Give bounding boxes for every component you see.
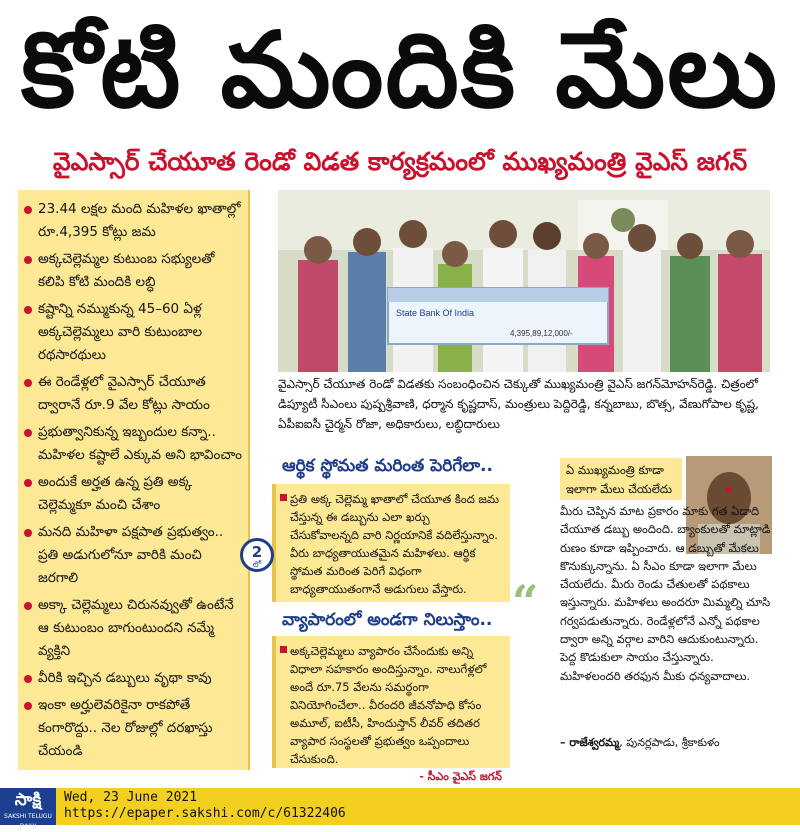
highlight-item: ప్రభుత్వానికున్న ఇబ్బందుల కన్నా.. మహిళల కష్టాలే ఎక్కువ అని భావించాం [24,421,242,467]
cheque-bank: State Bank Of India [396,308,475,318]
testimonial-body: మీరు చెప్పిన మాట ప్రకారం మాకు గత ఏడాది చేయూత డబ్బు అందింది. బ్యాంకులతో మాట్లాడి రుణం కూడా ఇప్పించారు. ఆ డబ్బుతో మేకలు కొనుక్కున్నాను. ఏ సీఎం కూడా ఇలాగా మేలు చేయలేదు. మీరు రెండు చేతులతో పథకాలు ఇస్తున్నారు. మహిళలు అందరూ మిమ్మల్ని చూసి గర్వపడుతున్నారు. రెండేళ్లలోనే ఎన్నో పథకాల ద్వారా అన్ని వర్గాల వారిని ఆదుకుంటున్నారు. పెద్ద కొడుకులా సాయం చేస్తున్నారు. మహిళలందరి తరఫున మీకు ధన్యవాదాలు. [560,504,771,683]
edition-date: Wed, 23 June 2021 [64,790,198,805]
highlight-item: అందుకే అర్హత ఉన్న ప్రతి అక్క చెల్లెమ్మకూ మంచి చేశాం [24,471,242,517]
bullet-icon [24,479,32,487]
section2-signature: - సీఎం వైఎస్ జగన్ [419,770,502,783]
testimonial-heading: ఏ ముఖ్యమంత్రి కూడా ఇలాగా మేలు చేయలేదు [560,458,682,500]
photo-caption: వైఎస్సార్ చేయూత రెండో విడతకు సంబంధించిన చెక్కుతో ముఖ్యమంత్రి వైఎస్ జగన్‌మోహన్‌రెడ్డి. చిత్రంలో డిప్యూటీ సీఎంలు పుష్పశ్రీవాణి, ధర్మాన కృష్ణదాస్, మంత్రులు పెద్దిరెడ్డి, కన్నబాబు, బొత్స, వేణుగోపాల కృష్ణ, ఏపీఐఐసీ చైర్మన్ రోజా, అధికారులు, లబ్ధిదారులు [278,377,759,431]
footer-bar [0,788,800,830]
subheadline: వైఎస్సార్ చేయూత రెండో విడత కార్యక్రమంలో ముఖ్యమంత్రి వైఎస్ జగన్ [52,147,748,176]
highlight-item: అక్కా చెల్లెమ్మలు చిరునవ్వుతో ఉంటేనే ఆ కుటుంబం బాగుంటుందని నమ్మే వ్యక్తిని [24,594,242,663]
cheque-amount: 4,395,89,12,000/- [510,329,573,338]
headline: కోటి మందికి మేలు [21,9,779,131]
section2-title: వ్యాపారంలో అండగా నిలుస్తాం.. [282,610,493,630]
section1-title: ఆర్థిక స్థోమత మరింత పెరిగేలా.. [282,456,493,476]
bullet-icon [24,702,32,710]
bullet-icon [24,675,32,683]
logo-text: సాక్షి [14,790,42,810]
highlight-item: ఇంకా అర్హులెవరికైనా రాకపోతే కంగారొద్దు.. నెల రోజుల్లో దరఖాస్తు చేయండి [24,694,242,763]
highlight-item: వీరికి ఇచ్చిన డబ్బులు వృథా కావు [24,667,242,690]
epaper-url[interactable]: https://epaper.sakshi.com/c/61322406 [64,806,346,821]
bullet-icon [24,379,32,387]
highlights-list [24,198,242,763]
section2-box [272,636,510,783]
highlights-column [18,190,250,770]
quote-icon: “ [512,575,539,629]
logo-subtext: SAKSHI TELUGU DAILY [4,813,52,830]
bullet-icon [24,602,32,610]
section2-body: అక్కచెల్లెమ్మలు వ్యాపారం చేసేందుకు అన్ని విధాలా సహకారం అందిస్తున్నాం. నాలుగేళ్లలో అందే రూ.75 వేలను సమర్థంగా వినియోగించేలా.. వీరందరి జీవనోపాధి కోసం అమూల్, ఐటీసీ, హిందుస్తాన్ లీవర్ తదితర వ్యాపార సంస్థలతో ప్రభుత్వం ఒప్పందాలు చేసుకుంది. [290,644,487,766]
bullet-icon [24,429,32,437]
bullet-icon [24,256,32,264]
section1-body: ప్రతి అక్క చెల్లెమ్మ ఖాతాలో చేయూత కింద జమ చేస్తున్న ఈ డబ్బును ఎలా ఖర్చు చేసుకోవాలన్నది వారి నిర్ణయానికే వదిలేస్తున్నాం. వీరు బాధ్యతాయుతమైన మహిళలు. ఆర్థిక స్థోమత మరింత పెరిగే విధంగా బాధ్యతాయుతంగానే అడుగులు వేస్తారు. [290,492,500,596]
testimonial-signature: – రాజేశ్వరమ్మ, పునర్లపాడు, శ్రీకాకుళం [560,736,720,749]
highlight-item: కష్టాన్ని నమ్ముకున్న 45–60 ఏళ్ల అక్కచెల్లెమ్మలు వారి కుటుంబాల రథసారథులు [24,298,242,367]
bullet-icon [24,529,32,537]
page-label: లో [252,560,262,569]
highlight-item: మనది మహిళా పక్షపాత ప్రభుత్వం.. ప్రతి అడుగులోనూ వారికి మంచి జరగాలి [24,521,242,590]
bullet-icon [24,306,32,314]
highlight-item: అక్కచెల్లెమ్మల కుటుంబ సభ్యులతో కలిపి కోటి మందికి లబ్ధి [24,248,242,294]
highlight-item: ఈ రెండేళ్లలో వైఎస్సార్ చేయూత ద్వారానే రూ.9 వేల కోట్లు సాయం [24,371,242,417]
sakshi-logo[interactable] [0,788,56,830]
square-bullet-icon [280,646,287,653]
testimonial-place: పునర్లపాడు, శ్రీకాకుళం [626,736,720,749]
bullet-icon [24,206,32,214]
event-photo [278,190,770,372]
section1-box [272,484,510,602]
testimonial-author: – రాజేశ్వరమ్మ [560,736,620,749]
page-reference-badge [240,538,274,572]
photo-illustration [278,190,770,372]
page-number: 2 [251,543,263,561]
highlight-item: 23.44 లక్షల మంది మహిళల ఖాతాల్లో రూ.4,395 కోట్లు జమ [24,198,242,244]
square-bullet-icon [280,494,287,501]
